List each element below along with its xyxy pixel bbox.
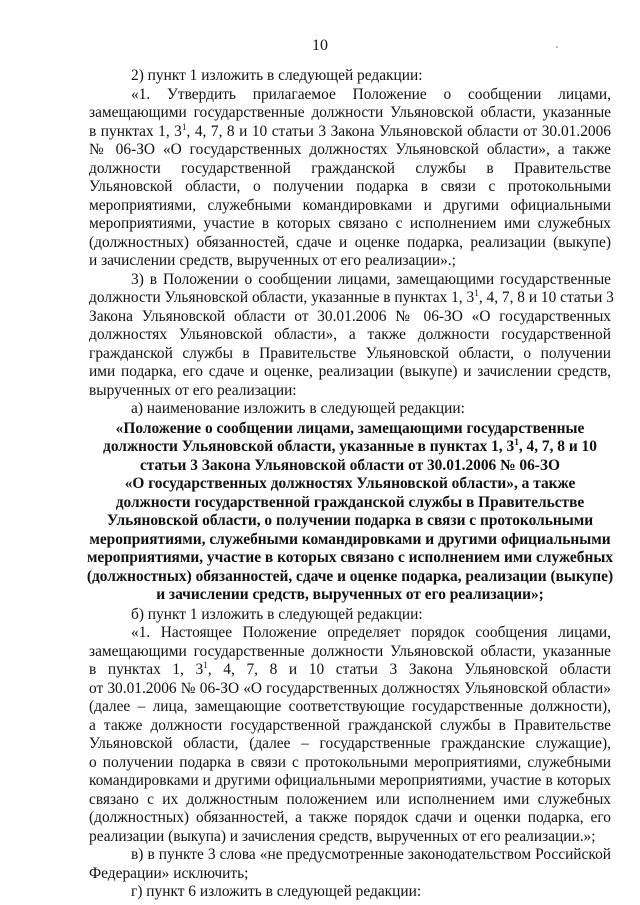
text-line: в) в пункте 3 слова «не предусмотренные законодательством Российской	[131, 846, 611, 863]
bold-heading-line: и зачислении средств, вырученных от его реализации»;	[156, 586, 544, 603]
text-line: Закона Ульяновской области от 30.01.2006 № 06-ЗО «О государственных	[89, 307, 611, 325]
text-line: № 06-ЗО «О государственных должностях Ульяновской области», а также	[89, 141, 611, 158]
text-line: 2) пункт 1 изложить в следующей редакции:	[131, 67, 423, 84]
bold-heading-line: должности государственной гражданской службы в Правительстве	[115, 493, 585, 511]
text-line: мероприятиями, служебными командировками и другими официальными	[89, 196, 611, 214]
text-line: Ульяновской области, (далее – государственные гражданские служащие),	[89, 735, 611, 752]
text-line: гражданской службы в Правительстве Ульяновской области, о получении	[89, 344, 611, 362]
text-line: в пунктах 1, $3^1$, 4, 7, 8 и 10 статьи 3 Закона Ульяновской области	[89, 659, 611, 678]
text-line: 3) в Положении о сообщении лицами, замещающими государственные	[131, 270, 611, 288]
bold-heading-line: Ульяновской области, о получении подарка в связи с протокольными	[106, 512, 594, 529]
text-line: (должностных) обязанностей, сдаче и оценке подарка, реализации (выкупе)	[89, 233, 611, 251]
text-line: от 30.01.2006 № 06-ЗО «О государственных должностях Ульяновской области»	[89, 679, 611, 697]
bold-heading-line: статьи 3 Закона Ульяновской области от 30.01.2006 № 06-ЗО	[139, 456, 561, 474]
text-line: Ульяновской области, о получении подарка в связи с протокольными	[89, 178, 611, 195]
bold-heading-line: должности Ульяновской области, указанные в пунктах 1, $3^1$, 4, 7, 8 и 10	[103, 436, 597, 455]
text-line: вырученных от его реализации:	[89, 381, 297, 399]
bold-heading-line: мероприятиями, участие в которых связано с исполнением ими служебных	[86, 549, 614, 566]
bold-heading-line: (должностных) обязанностей, сдаче и оценке подарка, реализации (выкупе)	[86, 567, 614, 585]
bold-heading-line: мероприятиями, служебными командировками и другими официальными	[89, 530, 611, 548]
text-line: мероприятиями, участие в которых связано с исполнением ими служебных	[89, 215, 611, 232]
text-line: в пунктах 1, $3^1$, 4, 7, 8 и 10 статьи 3 Закона Ульяновской области от 30.01.2006	[89, 121, 611, 140]
text-line: и зачислении средств, вырученных от его реализации».;	[89, 252, 456, 269]
text-line: должности государственной гражданской службы в Правительстве	[89, 159, 611, 177]
text-line: Федерации» исключить;	[89, 864, 249, 882]
scan-speck	[556, 46, 558, 48]
bold-heading-line: «Положение о сообщении лицами, замещающими государственные	[115, 419, 585, 437]
text-line: командировками и другими официальными мероприятиями, участие в которых	[89, 772, 611, 789]
page-number: 10	[312, 37, 328, 54]
bold-heading-line: «О государственных должностях Ульяновской области», а также	[124, 475, 576, 492]
text-line: (должностных) обязанностей, а также порядок сдачи и оценки подарка, его	[89, 809, 611, 826]
text-line: «1. Настоящее Положение определяет порядок сообщения лицами,	[131, 624, 611, 641]
text-line: замещающими государственные должности Ульяновской области, указанные	[89, 104, 611, 121]
text-line: связано с их должностным положением или исполнением ими служебных	[89, 790, 611, 808]
text-line: о получении подарка в связи с протокольными мероприятиями, служебными	[89, 753, 611, 771]
text-line: (далее – лица, замещающие соответствующие государственные должности),	[89, 698, 611, 715]
text-line: должности Ульяновской области, указанные в пунктах 1, $3^1$, 4, 7, 8 и 10 статьи 3	[89, 287, 614, 306]
text-line: «1. Утвердить прилагаемое Положение о сообщении лицами,	[131, 85, 611, 103]
text-line: замещающими государственные должности Ульяновской области, указанные	[89, 642, 611, 660]
text-line: а) наименование изложить в следующей редакции:	[131, 400, 465, 417]
text-line: ими подарка, его сдаче и оценке, реализации (выкупе) и зачислении средств,	[89, 363, 611, 380]
text-line: должностях Ульяновской области», а также должности государственной	[89, 326, 611, 343]
text-line: б) пункт 1 изложить в следующей редакции:	[131, 605, 423, 623]
text-line: реализации (выкупа) и зачисления средств, вырученных от его реализации.»;	[89, 827, 596, 845]
text-line: а также должности государственной гражданской службы в Правительстве	[89, 716, 611, 734]
text-line: г) пункт 6 изложить в следующей редакции:	[131, 883, 422, 900]
